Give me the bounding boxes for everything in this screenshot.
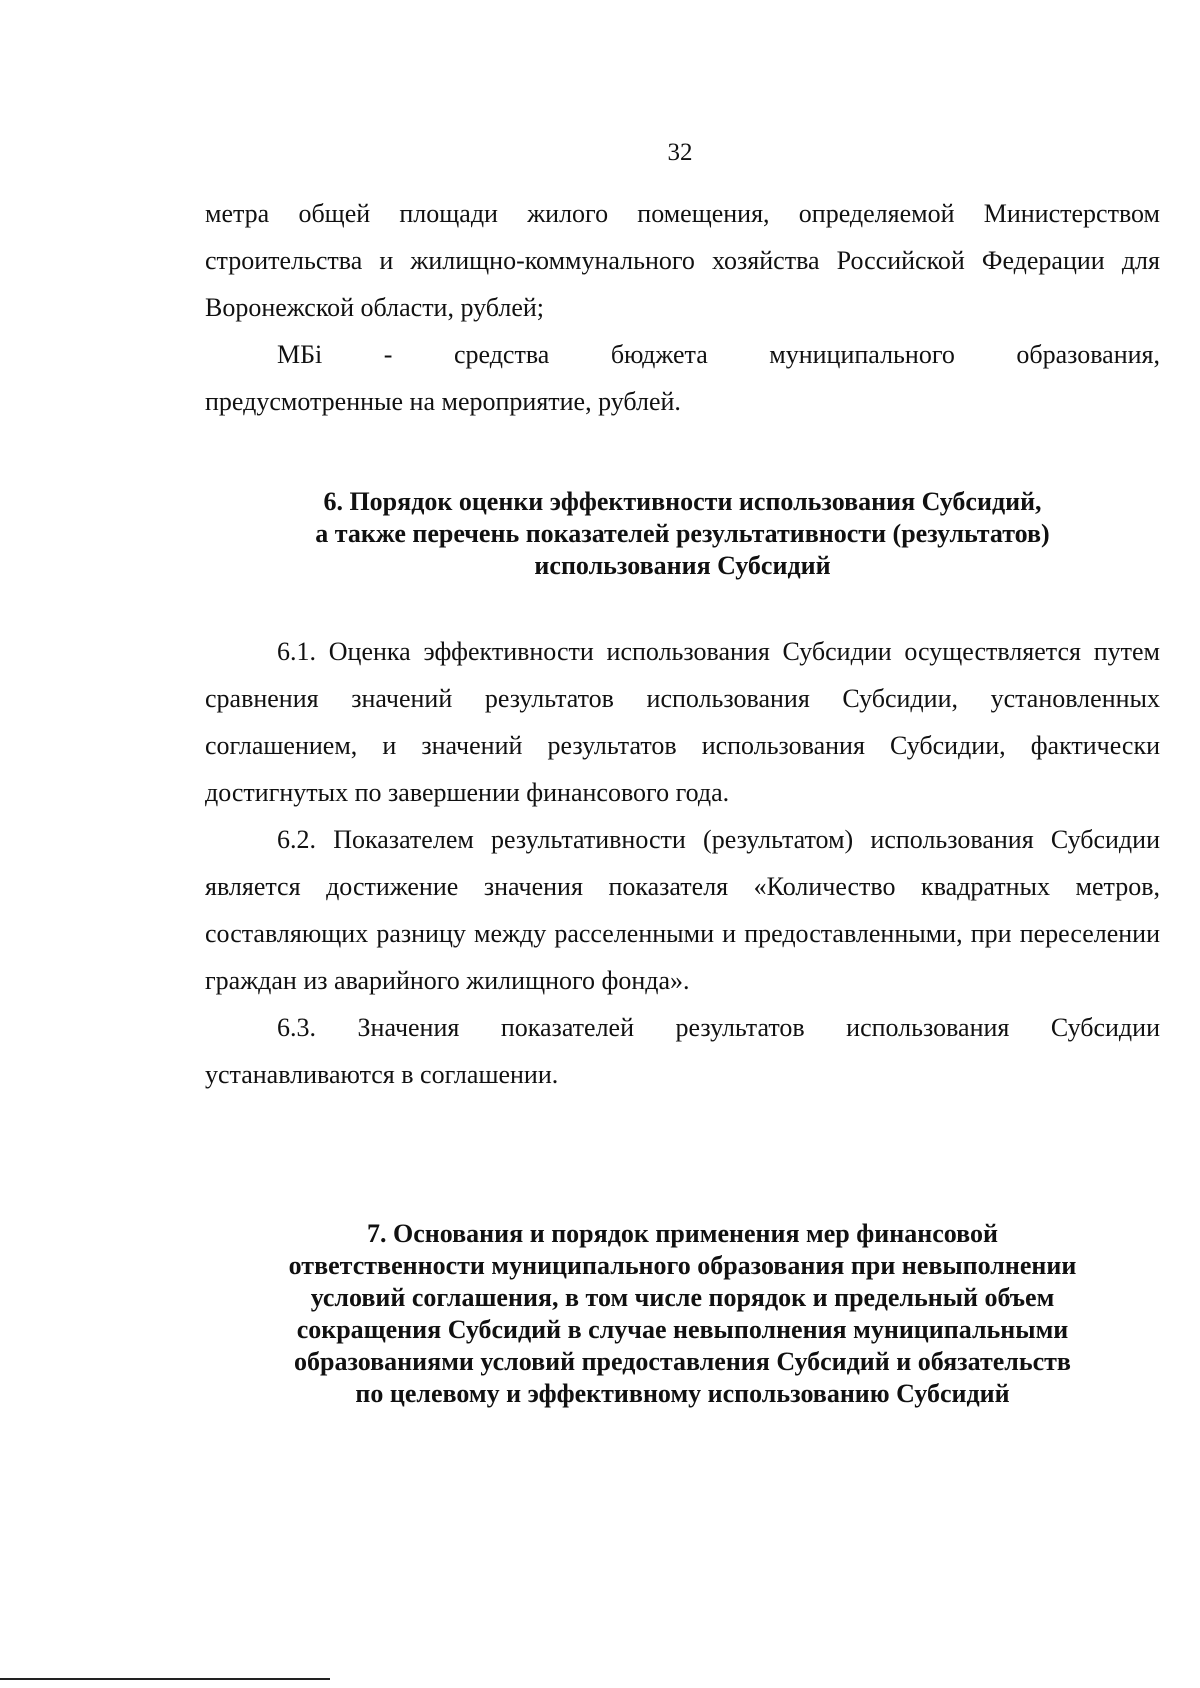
heading-line: а также перечень показателей результативности (результатов) xyxy=(315,519,1050,548)
section-6-heading xyxy=(205,486,1160,582)
heading-line: 7. Основания и порядок применения мер финансовой xyxy=(367,1219,998,1248)
intro-paragraph: метра общей площади жилого помещения, определяемой Министерством строительства и жилищно-коммунального хозяйства Российской Федерации для Воронежской области, рублей; xyxy=(205,199,1160,322)
heading-line: использования Субсидий xyxy=(534,551,831,580)
mbi-definition-continuation: предусмотренные на мероприятие, рублей. xyxy=(205,387,681,416)
paragraph-6-1: 6.1. Оценка эффективности использования Субсидии осуществляется путем сравнения значений результатов использования Субсидии, установленных соглашением, и значений результатов использования Субсидии, фактически достигнутых по завершении финансового года. xyxy=(205,637,1160,807)
heading-line: условий соглашения, в том числе порядок и предельный объем xyxy=(310,1283,1055,1312)
heading-line: 6. Порядок оценки эффективности использования Субсидий, xyxy=(323,487,1042,516)
intro-text xyxy=(205,190,1160,425)
footer-rule xyxy=(0,1678,330,1680)
heading-line: образованиями условий предоставления Субсидий и обязательств xyxy=(294,1347,1071,1376)
mbi-definition-line: МБі - средства бюджета муниципального образования, xyxy=(277,340,1160,369)
section-7-heading xyxy=(205,1218,1160,1410)
page-number: 32 xyxy=(667,139,693,166)
section-6-body xyxy=(205,628,1160,1098)
paragraph-6-3: 6.3. Значения показателей результатов использования Субсидии устанавливаются в соглашении. xyxy=(205,1013,1160,1089)
heading-line: сокращения Субсидий в случае невыполнения муниципальными xyxy=(296,1315,1069,1344)
heading-line: по целевому и эффективному использованию Субсидий xyxy=(355,1379,1010,1408)
paragraph-6-2: 6.2. Показателем результативности (результатом) использования Субсидии является достижение значения показателя «Количество квадратных метров, составляющих разницу между расселенными и предоставленными, при переселении граждан из аварийного жилищного фонда». xyxy=(205,825,1160,995)
heading-line: ответственности муниципального образования при невыполнении xyxy=(288,1251,1077,1280)
